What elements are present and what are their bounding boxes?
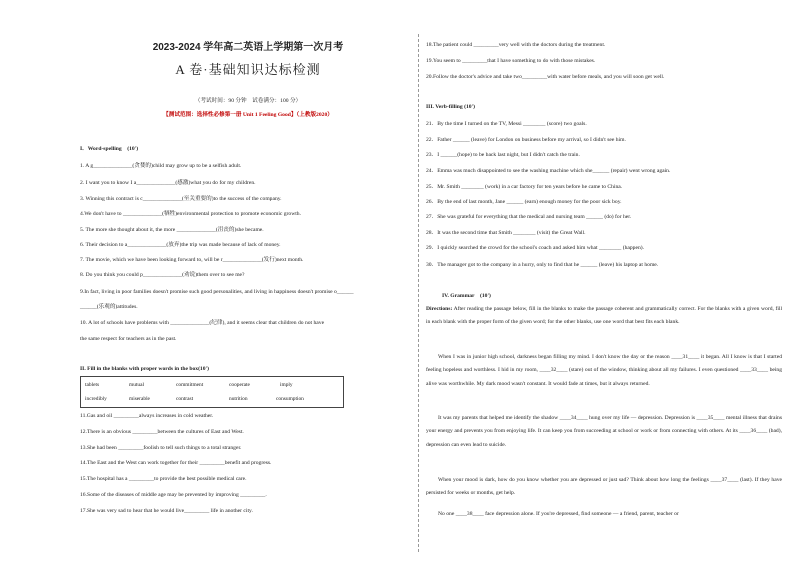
passage-paragraph: When your mood is dark, how do you know whether you are depressed or just sad? Think about how long the feelings ____37____ (last). If they have persisted for weeks or months, get help. [426, 477, 782, 497]
question: 14.The East and the West can work together for their _________benefit and progress. [80, 460, 272, 466]
question: 13.She had been _________foolish to tell such things to a total stranger. [80, 445, 242, 451]
question: 3. Winning this contract is c______________(至关重要的)to the success of the company. [80, 196, 282, 202]
question: 25．Mr. Smith ________ (work) in a car factory for ten years before he came to China. [426, 184, 623, 190]
question: 16.Some of the diseases of middle age may be prevented by improving _________. [80, 492, 267, 498]
question: 24．Emma was much disappointed to see the washing machine which she______ (repair) went wrong again. [426, 168, 671, 174]
word-option: incredibly [85, 396, 107, 402]
question: 1. A g______________(贪婪的)child may grow up to be a selfish adult. [80, 163, 242, 169]
word-box [80, 376, 344, 408]
word-option: tablets [85, 382, 100, 388]
grammar-directions [426, 303, 782, 330]
question: 6. Their decision to a______________(放弃)the trip was made because of lack of money. [80, 242, 281, 248]
question: 9.In fact, living in poor families doesn't promise such good personalities, and living in happiness doesn't promise o______ [80, 289, 354, 295]
section2-heading: II. Fill in the blanks with proper words in the box(10') [80, 366, 209, 372]
word-option: consumption [276, 396, 304, 402]
word-option: contrast [176, 396, 194, 402]
word-option: miserable [129, 396, 150, 402]
question: 20.Follow the doctor's advice and take two_________with water before meals, and you will soon get well. [426, 74, 665, 80]
question: 23．I ______(hope) to be back last night, but I didn't catch the train. [426, 152, 580, 158]
question: 26．By the end of last month, Jane ______ (earn) enough money for the poor sick boy. [426, 199, 622, 205]
question: 29．I quickly searched the crowd for the school's coach and asked him what ________ (happen). [426, 245, 645, 251]
section4-heading: IV. Grammar (10') [442, 293, 491, 299]
question: 4.We don't have to ______________(牺牲)environmental protection to promote economic growth. [80, 211, 301, 217]
passage-paragraph: When I was in junior high school, darkness began filling my mind. I don't know the day or the reason ____31____ it began. All I know is that I started feeling hopeless and worthless. I hid in my room, ____32____ (stare) out of the window, thinking about all my failures. I even questioned ____33____ being alive was worthwhile. My dark mood wasn't constant. It would fade at times, but it always returned. [426, 354, 782, 387]
passage-paragraph: It was my parents that helped me identify the shadow ____34____ hung over my life — depression. Depression is ____35____ mental illness that drains your energy and prevents you from enjoying life. It can keep you from succeeding at school or work or from connecting with others. At its ____36____ (bad), depression can even lead to suicide. [426, 415, 782, 448]
section1-heading: I．Word-spelling (10') [80, 146, 139, 152]
column-divider [418, 34, 419, 552]
question: 19.You seem to _________that I have something to do with those mistakes. [426, 58, 596, 64]
directions-text: After reading the passage below, fill in the blanks to make the passage coherent and grammatically correct. For the blanks with a given word, fill in each blank with the proper form of the given word; for the other blanks, use one word that best fits each blank. [426, 306, 782, 326]
word-option: imply [280, 382, 293, 388]
page-subtitle: A 卷·基础知识达标检测 [175, 62, 321, 77]
passage-paragraph: No one ____38____ face depression alone. If you're depressed, find someone — a friend, parent, teacher or [438, 511, 679, 517]
question: 11.Gas and oil _________always increases in cold weather. [80, 413, 214, 419]
test-scope: 【测试范围：选择性必修第一册 Unit 1 Feeling Good】（上教版2020） [163, 112, 333, 118]
question: 22．Father ______ (leave) for London on business before my arrival, so I didn't see him. [426, 137, 626, 143]
section3-heading: III. Verb-filling (10') [426, 104, 475, 110]
exam-info: （考试时间：90 分钟 试卷满分：100 分） [194, 98, 302, 104]
word-option: nutrition [229, 396, 248, 402]
question-continuation: the same respect for teachers as in the past. [80, 336, 177, 342]
question: 15.The hospital has a _________to provide the best possible medical care. [80, 476, 247, 482]
word-option: mutual [129, 382, 144, 388]
word-option: cooperate [229, 382, 250, 388]
question: 2. I want you to know I a______________(感激)what you do for my children. [80, 180, 256, 186]
question: 28．It was the second time that Smith ________ (visit) the Great Wall. [426, 230, 586, 236]
question: 17.She was very sad to hear that he would live_________ life in another city. [80, 508, 253, 514]
question: 10. A lot of schools have problems with ______________(纪律), and it seems clear that children do not have [80, 320, 325, 326]
question: 21．By the time I turned on the TV, Messi ________ (score) two goals. [426, 121, 587, 127]
question: 27．She was grateful for everything that the medical and nursing team ______ (do) for her. [426, 214, 632, 220]
question: 30．The manager got to the company in a hurry, only to find that he ______ (leave) his laptop at home. [426, 262, 659, 268]
word-option: commitment [176, 382, 204, 388]
question: 5. The more she thought about it, the more ______________(沮丧的)she became. [80, 227, 264, 233]
question: 7. The movie, which we have been looking forward to, will be r______________(发行)next month. [80, 257, 304, 263]
page-title: 2023-2024 学年高二英语上学期第一次月考 [152, 42, 344, 53]
question: 12.There is an obvious _________between the cultures of East and West. [80, 429, 244, 435]
directions-label: Directions: [426, 306, 453, 312]
question-continuation: ______(乐观的)attitudes. [80, 304, 138, 310]
question: 8. Do you think you could p______________(劝说)them over to see me? [80, 272, 245, 278]
question: 18.The patient could _________very well with the doctors during the treatment. [426, 42, 606, 48]
